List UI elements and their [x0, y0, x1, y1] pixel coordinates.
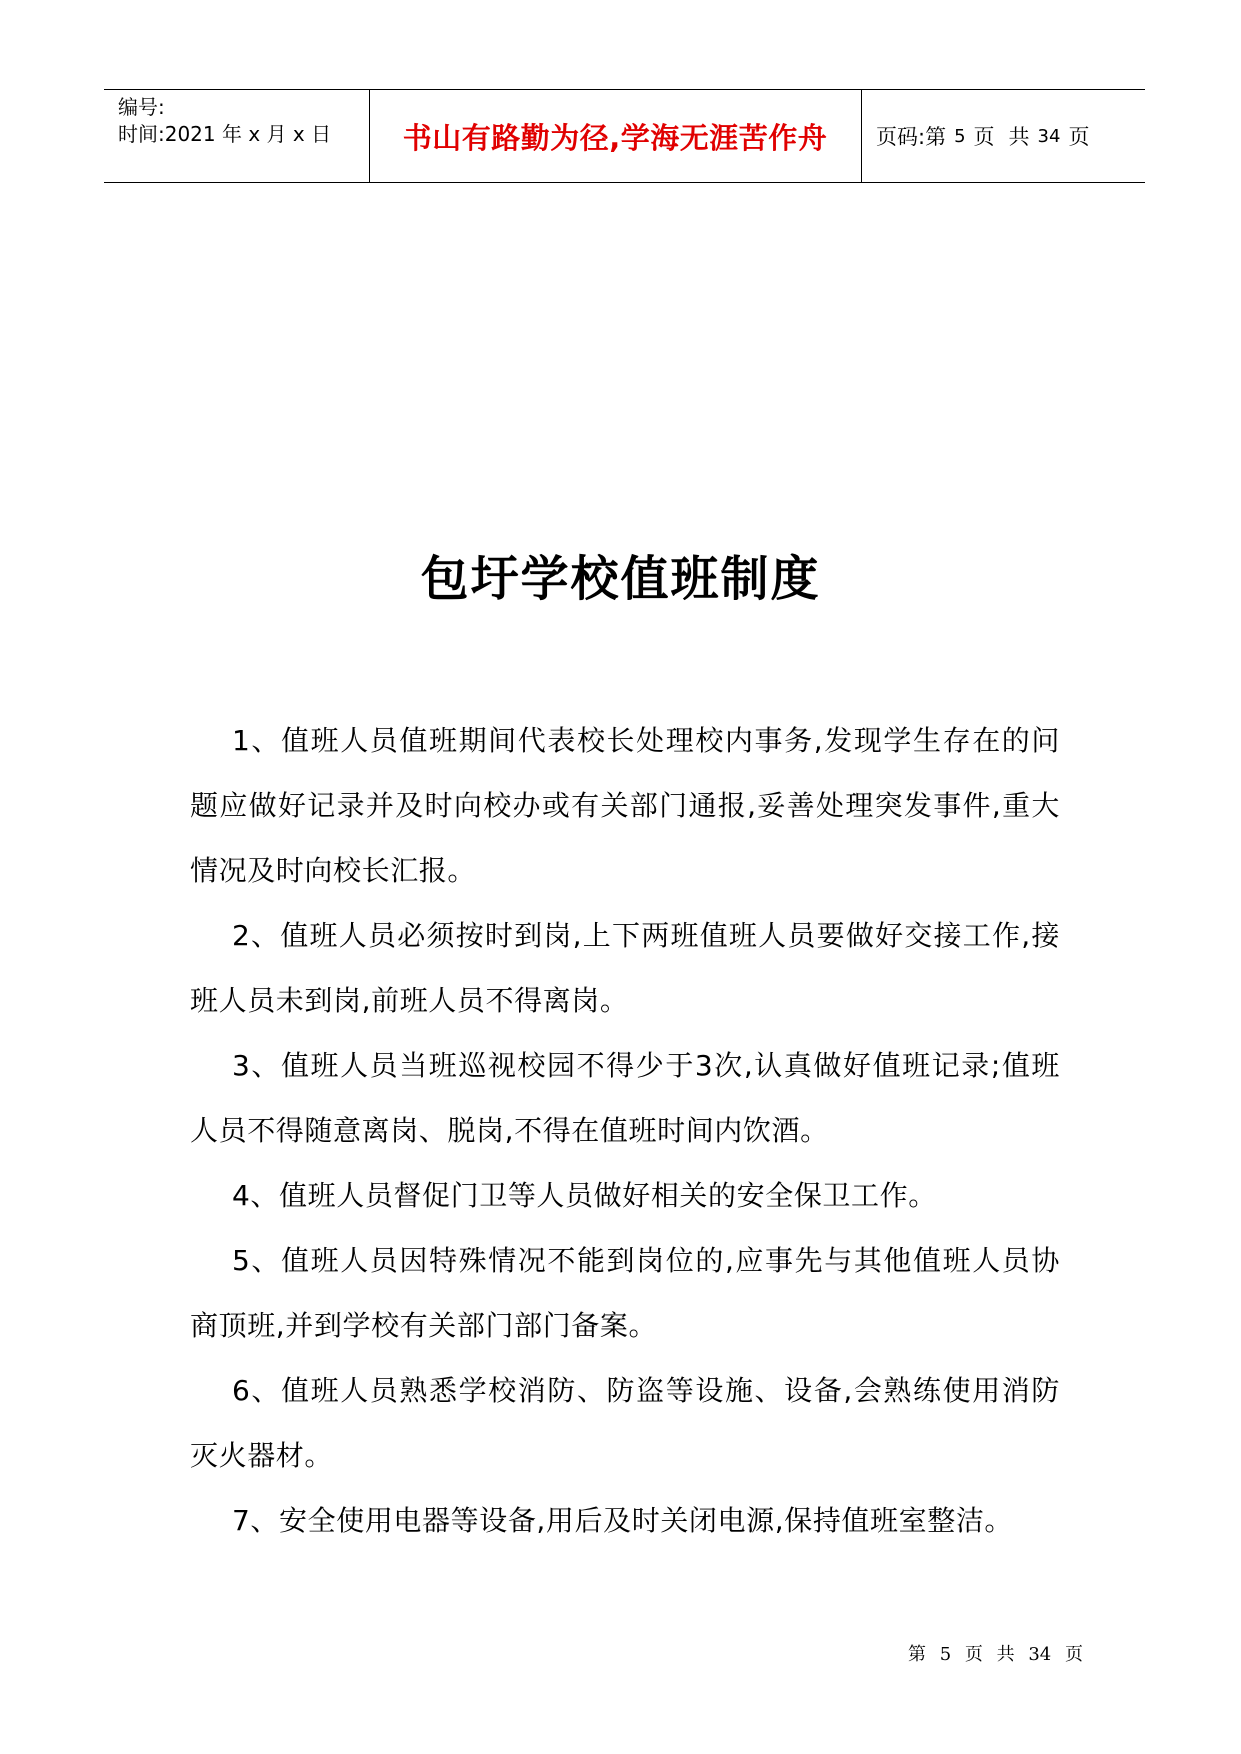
page-suffix: 页 — [973, 125, 995, 149]
paragraph-5: 5、值班人员因特殊情况不能到岗位的,应事先与其他值班人员协商顶班,并到学校有关部门部门备案。 — [190, 1244, 1060, 1342]
paragraph-3: 3、值班人员当班巡视校园不得少于3次,认真做好值班记录;值班人员不得随意离岗、脱岗,不得在值班时间内饮酒。 — [190, 1049, 1060, 1147]
serial-label: 编号: — [118, 95, 165, 119]
document-title: 包圩学校值班制度 — [420, 551, 821, 607]
header-page-info — [876, 90, 1089, 182]
paragraph-4: 4、值班人员督促门卫等人员做好相关的安全保卫工作。 — [232, 1179, 937, 1212]
page-label: 页码: — [876, 125, 926, 149]
header-meta — [118, 94, 331, 148]
paragraph-7: 7、安全使用电器等设备,用后及时关闭电源,保持值班室整洁。 — [232, 1504, 1014, 1537]
paragraph-6: 6、值班人员熟悉学校消防、防盗等设施、设备,会熟练使用消防灭火器材。 — [190, 1374, 1060, 1472]
paragraph-1: 1、值班人员值班期间代表校长处理校内事务,发现学生存在的问题应做好记录并及时向校办或有关部门通报,妥善处理突发事件,重大情况及时向校长汇报。 — [190, 724, 1060, 887]
total-suffix: 页 — [1068, 125, 1090, 149]
document-header — [104, 89, 1145, 183]
page-total: 34 — [1037, 125, 1061, 147]
page-footer: 第 5 页 共 34 页 — [908, 1644, 1083, 1665]
document-body — [190, 708, 1060, 1553]
page-current: 5 — [954, 125, 966, 147]
time-label: 时间:2021 年 x 月 x 日 — [118, 122, 332, 146]
total-prefix: 共 — [1008, 125, 1030, 149]
page-prefix: 第 — [925, 125, 947, 149]
header-divider — [861, 90, 862, 182]
header-motto: 书山有路勤为径,学海无涯苦作舟 — [402, 120, 828, 155]
paragraph-2: 2、值班人员必须按时到岗,上下两班值班人员要做好交接工作,接班人员未到岗,前班人员不得离岗。 — [190, 919, 1060, 1017]
